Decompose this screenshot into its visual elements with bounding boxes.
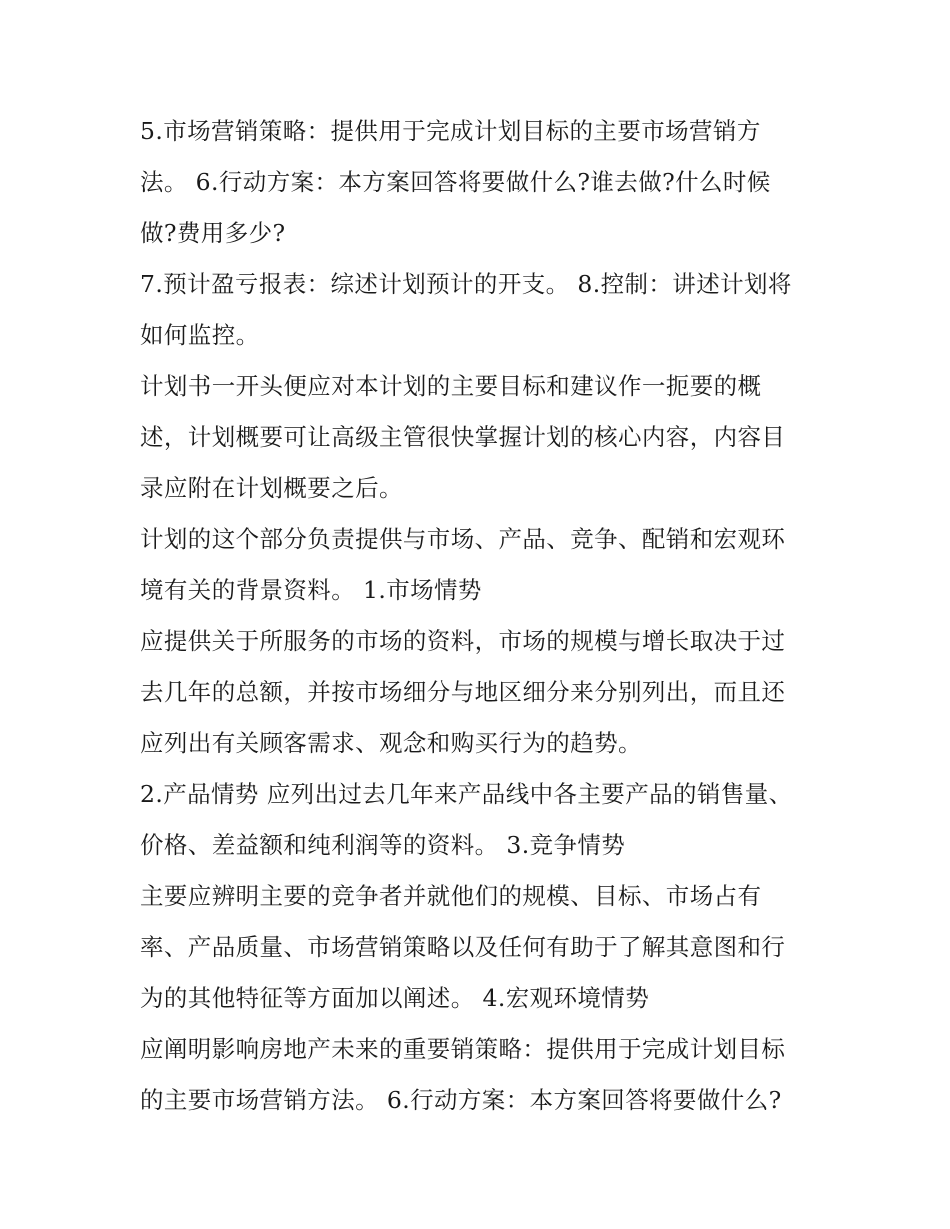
text-line: 应提供关于所服务的市场的资料，市场的规模与增长取决于过 <box>140 627 786 655</box>
text-line: 境有关的背景资料。 1.市场情势 <box>140 576 482 604</box>
paragraph-marketing-strategy <box>140 106 820 259</box>
text-line: 去几年的总额，并按市场细分与地区细分来分别列出，而且还 <box>140 678 786 706</box>
text-line: 如何监控。 <box>140 321 260 349</box>
text-line: 主要应辨明主要的竞争者并就他们的规模、目标、市场占有 <box>140 882 762 910</box>
paragraph-product-situation <box>140 769 820 871</box>
text-line: 2.产品情势 应列出过去几年来产品线中各主要产品的销售量、 <box>140 780 793 808</box>
text-line: 计划的这个部分负责提供与市场、产品、竞争、配销和宏观环 <box>140 525 786 553</box>
text-line: 率、产品质量、市场营销策略以及任何有助于了解其意图和行 <box>140 933 786 961</box>
document-body <box>140 106 820 1126</box>
paragraph-plan-summary <box>140 361 820 514</box>
text-line: 做?费用多少? <box>140 219 286 247</box>
paragraph-macro-environment <box>140 1024 820 1126</box>
text-line: 7.预计盈亏报表：综述计划预计的开支。 8.控制：讲述计划将 <box>140 270 792 298</box>
text-line: 述，计划概要可让高级主管很快掌握计划的核心内容，内容目 <box>140 423 786 451</box>
text-line: 应列出有关顾客需求、观念和购买行为的趋势。 <box>140 729 642 757</box>
text-line: 为的其他特征等方面加以阐述。 4.宏观环境情势 <box>140 984 650 1012</box>
text-line: 计划书一开头便应对本计划的主要目标和建议作一扼要的概 <box>140 372 762 400</box>
text-line: 应阐明影响房地产未来的重要销策略：提供用于完成计划目标 <box>140 1035 786 1063</box>
text-line: 法。 6.行动方案：本方案回答将要做什么?谁去做?什么时候 <box>140 168 771 196</box>
text-line: 5.市场营销策略：提供用于完成计划目标的主要市场营销方 <box>140 117 761 145</box>
text-line: 录应附在计划概要之后。 <box>140 474 403 502</box>
paragraph-profit-loss <box>140 259 820 361</box>
paragraph-market-situation <box>140 616 820 769</box>
text-line: 的主要市场营销方法。 6.行动方案：本方案回答将要做什么? <box>140 1086 782 1114</box>
paragraph-competition <box>140 871 820 1024</box>
paragraph-background <box>140 514 820 616</box>
text-line: 价格、差益额和纯利润等的资料。 3.竞争情势 <box>140 831 626 859</box>
